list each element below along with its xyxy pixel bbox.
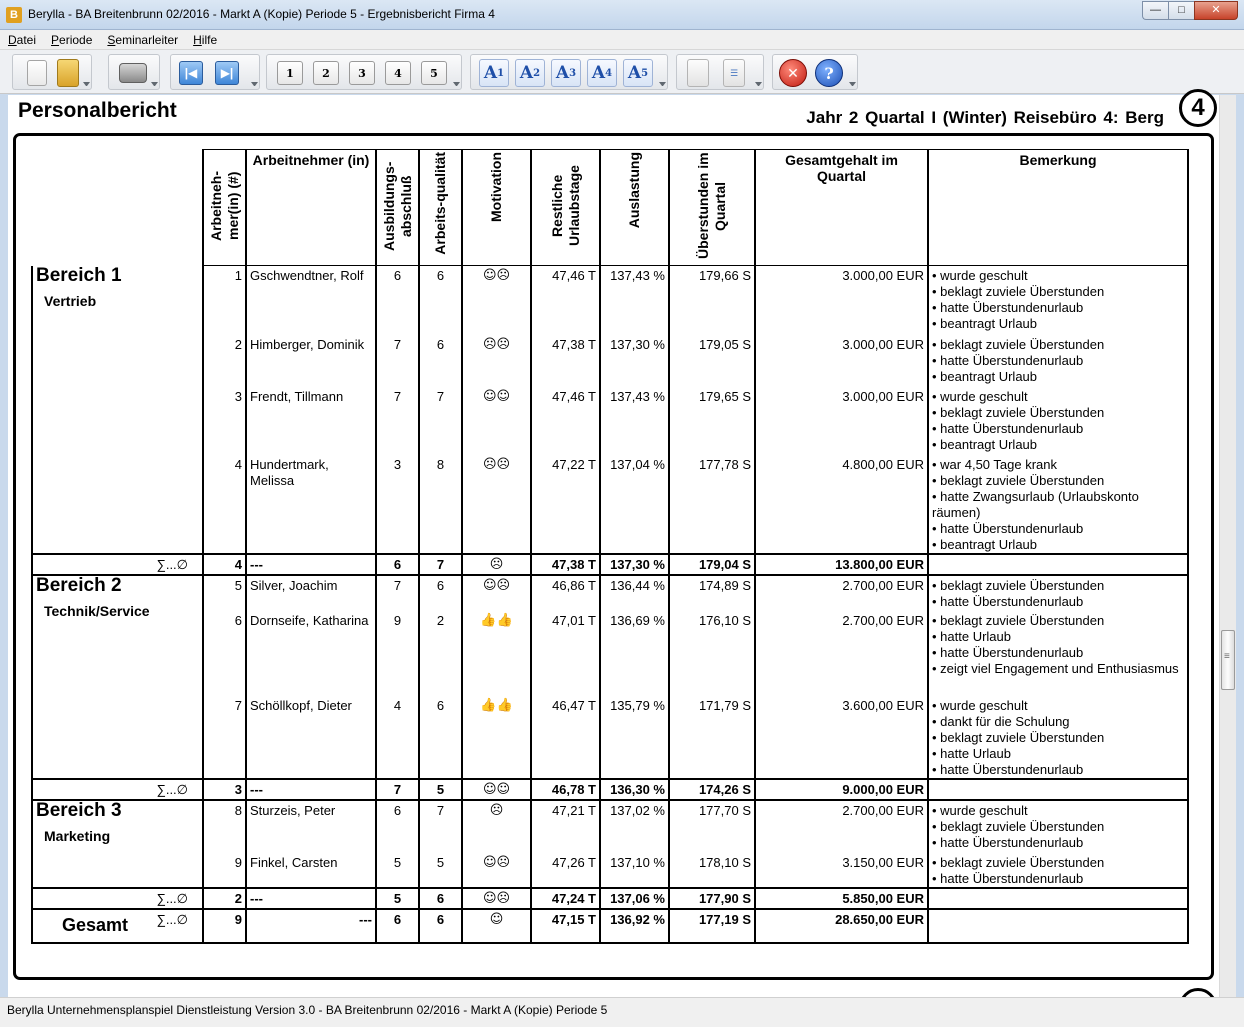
page-3-button[interactable]: 3 (349, 61, 375, 85)
remark-line: • beklagt zuviele Überstunden (932, 729, 1105, 745)
cell-bemerkung (928, 611, 1188, 696)
toolbar-group-navigation (170, 54, 260, 90)
toolbar-group-pages (266, 54, 462, 90)
total-urlaub: 47,15 T (531, 909, 600, 943)
section-subtitle: Marketing (44, 827, 111, 844)
remark-line: • hatte Überstundenurlaub (932, 300, 1084, 315)
cell-bemerkung (928, 455, 1188, 554)
vertical-scrollbar[interactable] (1219, 95, 1236, 997)
grand-total-label: Gesamt (62, 914, 129, 935)
font-index: 1 (497, 67, 505, 79)
sum-qual: 7 (419, 554, 462, 575)
cell-nr: 1 (203, 266, 246, 335)
col-nr (203, 150, 246, 266)
cell-qual: 6 (419, 575, 462, 611)
remark-line: • wurde geschult (932, 697, 1028, 713)
cell-gehalt: 2.700,00 EUR (755, 575, 928, 611)
section-label (32, 575, 203, 779)
cell-nr: 3 (203, 387, 246, 455)
document-page-icon[interactable] (687, 59, 709, 87)
cell-mot: ☺☹ (462, 266, 531, 335)
report-header-info: Jahr 2 Quartal I (Winter) Reisebüro 4: Berg (806, 108, 1164, 127)
cell-ausb: 7 (376, 387, 419, 455)
page-1-button[interactable]: 1 (277, 61, 303, 85)
cell-ausl: 135,79 % (600, 696, 669, 779)
cell-bemerkung (928, 266, 1188, 335)
toolbar (0, 50, 1244, 94)
cell-urlaub: 47,46 T (531, 387, 600, 455)
col-ueberstunden-label: Überstunden im Quartal (695, 152, 728, 260)
cell-mot: 👍👍 (462, 611, 531, 696)
table-row (32, 455, 1188, 554)
cell-bemerkung (928, 575, 1188, 611)
font-size-5-button[interactable] (623, 59, 653, 87)
cell-ausb: 5 (376, 853, 419, 888)
cell-nr: 6 (203, 611, 246, 696)
remark-line: • hatte Überstundenurlaub (932, 761, 1084, 777)
sum-ausb: 6 (376, 554, 419, 575)
font-letter: A (627, 63, 642, 83)
cell-qual: 6 (419, 696, 462, 779)
cell-name: Frendt, Tillmann (246, 387, 376, 455)
col-ausbildung-label: Ausbildungs-abschluß (380, 161, 414, 251)
toolbar-group-file (12, 54, 92, 90)
cell-bemerkung (928, 800, 1188, 853)
page-4-button[interactable]: 4 (385, 61, 411, 85)
page-5-button[interactable]: 5 (421, 61, 447, 85)
cell-ueber: 177,70 S (669, 800, 755, 853)
sum-nr: 2 (203, 888, 246, 909)
cell-qual: 8 (419, 455, 462, 554)
cell-name: Dornseife, Katharina (246, 611, 376, 696)
cell-gehalt: 3.000,00 EUR (755, 387, 928, 455)
page-title: Personalbericht (18, 99, 177, 122)
cell-bemerkung (928, 696, 1188, 779)
cell-gehalt: 3.000,00 EUR (755, 266, 928, 335)
col-auslastung (600, 150, 669, 266)
grand-total-label-cell (32, 909, 203, 943)
cell-nr: 8 (203, 800, 246, 853)
cell-urlaub: 47,01 T (531, 611, 600, 696)
cell-ausb: 3 (376, 455, 419, 554)
sum-symbol: ∑...∅ (32, 888, 203, 909)
sum-nr: 3 (203, 779, 246, 800)
grand-total-row (32, 909, 1188, 943)
toolbar-group-documents (676, 54, 764, 90)
cell-nr: 5 (203, 575, 246, 611)
table-row (32, 611, 1188, 696)
cell-bemerkung (928, 335, 1188, 387)
cell-ueber: 178,10 S (669, 853, 755, 888)
page-2-button[interactable]: 2 (313, 61, 339, 85)
remark-line: • hatte Überstundenurlaub (932, 834, 1084, 850)
grand-total-symbol: ∑...∅ (156, 911, 188, 927)
cell-ausl: 136,69 % (600, 611, 669, 696)
col-urlaub-label: Restliche Urlaubstage (548, 165, 582, 247)
col-motivation-label: Motivation (488, 152, 504, 222)
cell-name: Hundertmark, Melissa (246, 455, 376, 554)
status-bar: Berylla Unternehmensplanspiel Dienstleistung Version 3.0 - BA Breitenbrunn 02/2016 - Markt A (Kopie) Periode 5 (0, 997, 1244, 1027)
font-letter: A (483, 63, 498, 83)
cell-ueber: 179,66 S (669, 266, 755, 335)
last-page-icon[interactable]: ▶| (215, 61, 239, 85)
table-row (32, 387, 1188, 455)
menu-datei[interactable]: Datei (8, 33, 37, 47)
cell-ausl: 136,44 % (600, 575, 669, 611)
cell-urlaub: 47,38 T (531, 335, 600, 387)
minimize-button[interactable]: — (1142, 1, 1168, 20)
remark-line: • beklagt zuviele Überstunden (932, 336, 1105, 352)
sum-qual: 5 (419, 779, 462, 800)
cell-nr: 7 (203, 696, 246, 779)
cell-mot: ☹☹ (462, 335, 531, 387)
total-name: --- (246, 909, 376, 943)
cell-gehalt: 2.700,00 EUR (755, 611, 928, 696)
total-ausb: 6 (376, 909, 419, 943)
col-motivation (462, 150, 531, 266)
font-letter: A (555, 63, 570, 83)
sum-ueber: 177,90 S (669, 888, 755, 909)
total-nr: 9 (203, 909, 246, 943)
cell-ausb: 9 (376, 611, 419, 696)
cell-mot: 👍👍 (462, 696, 531, 779)
remark-line: • war 4,50 Tage krank (932, 456, 1057, 472)
sum-gehalt: 13.800,00 EUR (755, 554, 928, 575)
cell-ausb: 6 (376, 800, 419, 853)
menu-periode[interactable]: Periode (51, 33, 93, 47)
table-header (32, 150, 1188, 266)
remark-line: • beantragt Urlaub (932, 316, 1038, 331)
cell-gehalt: 3.600,00 EUR (755, 696, 928, 779)
remark-line: • hatte Überstundenurlaub (932, 870, 1084, 886)
remark-line: • dankt für die Schulung (932, 713, 1070, 729)
cell-ausb: 7 (376, 575, 419, 611)
app-icon: B (6, 7, 22, 23)
report-view (8, 95, 1219, 997)
remark-line: • wurde geschult (932, 802, 1028, 818)
cell-ausb: 7 (376, 335, 419, 387)
section-label (32, 800, 203, 888)
remark-line: • hatte Überstundenurlaub (932, 593, 1084, 609)
remark-line: • hatte Urlaub (932, 745, 1011, 761)
scrollbar-thumb[interactable] (1221, 630, 1235, 690)
toolbar-group-print (108, 54, 160, 90)
remark-line: • beklagt zuviele Überstunden (932, 612, 1105, 628)
remark-line: • zeigt viel Engagement und Enthusiasmus (932, 660, 1179, 676)
cell-name: Finkel, Carsten (246, 853, 376, 888)
printer-icon[interactable] (119, 63, 147, 83)
sum-urlaub: 46,78 T (531, 779, 600, 800)
remark-line: • beklagt zuviele Überstunden (932, 818, 1105, 834)
remark-line: • wurde geschult (932, 268, 1028, 283)
cell-urlaub: 47,22 T (531, 455, 600, 554)
cell-ausl: 137,04 % (600, 455, 669, 554)
font-letter: A (519, 63, 534, 83)
remark-line: • hatte Urlaub (932, 628, 1011, 644)
table-row (32, 575, 1188, 611)
sum-name: --- (246, 779, 376, 800)
cell-qual: 7 (419, 387, 462, 455)
table-row (32, 853, 1188, 888)
cell-ausl: 137,02 % (600, 800, 669, 853)
cell-ausb: 6 (376, 266, 419, 335)
section-name: Bereich 3 (36, 799, 122, 821)
cell-gehalt: 3.150,00 EUR (755, 853, 928, 888)
cell-urlaub: 46,86 T (531, 575, 600, 611)
col-ueberstunden (669, 150, 755, 266)
cell-name: Sturzeis, Peter (246, 800, 376, 853)
document-report-icon[interactable]: ☰ (723, 59, 745, 87)
section-sum-row (32, 779, 1188, 800)
window-title: Berylla - BA Breitenbrunn 02/2016 - Markt A (Kopie) Periode 5 - Ergebnisbericht Firma 4 (28, 7, 495, 21)
stop-icon[interactable]: ✕ (779, 59, 807, 87)
remark-line: • hatte Überstundenurlaub (932, 352, 1084, 368)
menu-hilfe[interactable]: Hilfe (193, 33, 218, 47)
sum-ueber: 179,04 S (669, 554, 755, 575)
cell-ueber: 171,79 S (669, 696, 755, 779)
cell-qual: 2 (419, 611, 462, 696)
cell-ausl: 137,43 % (600, 387, 669, 455)
col-qualitaet-label: Arbeits-qualität (432, 152, 448, 255)
remark-line: • beantragt Urlaub (932, 436, 1038, 452)
sum-nr: 4 (203, 554, 246, 575)
cell-bemerkung (928, 853, 1188, 888)
toolbar-group-fonts (470, 54, 668, 90)
section-label (32, 266, 203, 554)
col-name: Arbeitnehmer (in) (246, 150, 376, 266)
cell-name: Silver, Joachim (246, 575, 376, 611)
cell-urlaub: 46,47 T (531, 696, 600, 779)
cell-qual: 6 (419, 266, 462, 335)
table-row (32, 335, 1188, 387)
remark-line: • beklagt zuviele Überstunden (932, 472, 1105, 488)
open-folder-icon[interactable] (57, 59, 79, 87)
cell-ueber: 177,78 S (669, 455, 755, 554)
sum-bemerkung (928, 779, 1188, 800)
cell-gehalt: 4.800,00 EUR (755, 455, 928, 554)
font-size-4-button[interactable] (587, 59, 617, 87)
close-button[interactable]: ✕ (1194, 1, 1238, 20)
col-bemerkung: Bemerkung (928, 150, 1188, 266)
cell-mot: ☺☹ (462, 853, 531, 888)
remark-line: • beklagt zuviele Überstunden (932, 404, 1105, 420)
sum-mot: ☺☺ (462, 779, 531, 800)
col-nr-label: Arbeitneh-mer(in) (#) (207, 171, 241, 241)
remark-line: • beklagt zuviele Überstunden (932, 577, 1105, 593)
cell-name: Schöllkopf, Dieter (246, 696, 376, 779)
section-sum-row (32, 888, 1188, 909)
remark-line: • wurde geschult (932, 388, 1028, 404)
sum-name: --- (246, 554, 376, 575)
remark-line: • hatte Überstundenurlaub (932, 520, 1084, 536)
cell-qual: 5 (419, 853, 462, 888)
help-icon[interactable]: ? (815, 59, 843, 87)
cell-nr: 9 (203, 853, 246, 888)
font-index: 4 (605, 67, 613, 79)
col-ausbildung (376, 150, 419, 266)
cell-mot: ☺☺ (462, 387, 531, 455)
sum-urlaub: 47,24 T (531, 888, 600, 909)
col-qualitaet (419, 150, 462, 266)
remark-line: • hatte Überstundenurlaub (932, 644, 1084, 660)
remark-line: • beantragt Urlaub (932, 368, 1038, 384)
cell-mot: ☺☹ (462, 575, 531, 611)
sum-gehalt: 5.850,00 EUR (755, 888, 928, 909)
section-name: Bereich 2 (36, 574, 122, 596)
sum-urlaub: 47,38 T (531, 554, 600, 575)
cell-name: Gschwendtner, Rolf (246, 266, 376, 335)
section-subtitle: Technik/Service (44, 602, 150, 619)
menu-seminarleiter[interactable]: Seminarleiter (107, 33, 179, 47)
total-ausl: 136,92 % (600, 909, 669, 943)
total-gehalt: 28.650,00 EUR (755, 909, 928, 943)
table-body (32, 266, 1188, 943)
sum-symbol: ∑...∅ (32, 779, 203, 800)
maximize-button[interactable]: □ (1168, 1, 1194, 20)
font-index: 3 (569, 67, 577, 79)
font-index: 5 (641, 67, 649, 79)
cell-ausl: 137,30 % (600, 335, 669, 387)
window-controls (1142, 1, 1238, 20)
remark-line: • beantragt Urlaub (932, 536, 1038, 552)
total-qual: 6 (419, 909, 462, 943)
remark-line: • beklagt zuviele Überstunden (932, 284, 1105, 299)
cell-ausb: 4 (376, 696, 419, 779)
section-sum-row (32, 554, 1188, 575)
font-size-3-button[interactable] (551, 59, 581, 87)
header-spacer (32, 150, 203, 266)
cell-qual: 6 (419, 335, 462, 387)
remark-line: • hatte Überstundenurlaub (932, 420, 1084, 436)
font-size-2-button[interactable] (515, 59, 545, 87)
menu-bar (0, 30, 1244, 50)
col-urlaub (531, 150, 600, 266)
cell-bemerkung (928, 387, 1188, 455)
cell-gehalt: 2.700,00 EUR (755, 800, 928, 853)
sum-qual: 6 (419, 888, 462, 909)
cell-ueber: 179,65 S (669, 387, 755, 455)
sum-ausb: 7 (376, 779, 419, 800)
cell-ueber: 179,05 S (669, 335, 755, 387)
cell-urlaub: 47,26 T (531, 853, 600, 888)
sum-mot: ☺☹ (462, 888, 531, 909)
toolbar-group-actions (772, 54, 858, 90)
sum-ueber: 174,26 S (669, 779, 755, 800)
cell-urlaub: 47,46 T (531, 266, 600, 335)
remark-line: • hatte Zwangsurlaub (Urlaubskonto räumen) (932, 488, 1139, 520)
sum-ausl: 136,30 % (600, 779, 669, 800)
total-bemerkung (928, 909, 1188, 943)
first-page-icon[interactable]: |◀ (179, 61, 203, 85)
sum-mot: ☹ (462, 554, 531, 575)
total-ueber: 177,19 S (669, 909, 755, 943)
col-gehalt: Gesamtgehalt im Quartal (755, 150, 928, 266)
cell-ueber: 176,10 S (669, 611, 755, 696)
section-name: Bereich 1 (36, 264, 122, 286)
cell-nr: 4 (203, 455, 246, 554)
section-subtitle: Vertrieb (44, 292, 97, 309)
table-row (32, 696, 1188, 779)
new-document-icon[interactable] (27, 60, 47, 86)
cell-urlaub: 47,21 T (531, 800, 600, 853)
page-number-badge: 4 (1179, 89, 1217, 127)
font-index: 2 (533, 67, 541, 79)
sum-ausb: 5 (376, 888, 419, 909)
sum-ausl: 137,30 % (600, 554, 669, 575)
sum-gehalt: 9.000,00 EUR (755, 779, 928, 800)
cell-ausl: 137,43 % (600, 266, 669, 335)
cell-mot: ☹ (462, 800, 531, 853)
sum-bemerkung (928, 888, 1188, 909)
remark-line: • beklagt zuviele Überstunden (932, 854, 1105, 870)
font-size-1-button[interactable] (479, 59, 509, 87)
cell-nr: 2 (203, 335, 246, 387)
sum-bemerkung (928, 554, 1188, 575)
table-row (32, 800, 1188, 853)
cell-gehalt: 3.000,00 EUR (755, 335, 928, 387)
table-row (32, 266, 1188, 335)
col-auslastung-label: Auslastung (626, 152, 642, 229)
title-bar (0, 0, 1244, 30)
font-letter: A (591, 63, 606, 83)
cell-mot: ☹☹ (462, 455, 531, 554)
personnel-table (31, 149, 1189, 944)
total-mot: ☺ (462, 909, 531, 943)
sum-name: --- (246, 888, 376, 909)
cell-ausl: 137,10 % (600, 853, 669, 888)
cell-qual: 7 (419, 800, 462, 853)
sum-ausl: 137,06 % (600, 888, 669, 909)
cell-name: Himberger, Dominik (246, 335, 376, 387)
sum-symbol: ∑...∅ (32, 554, 203, 575)
cell-ueber: 174,89 S (669, 575, 755, 611)
